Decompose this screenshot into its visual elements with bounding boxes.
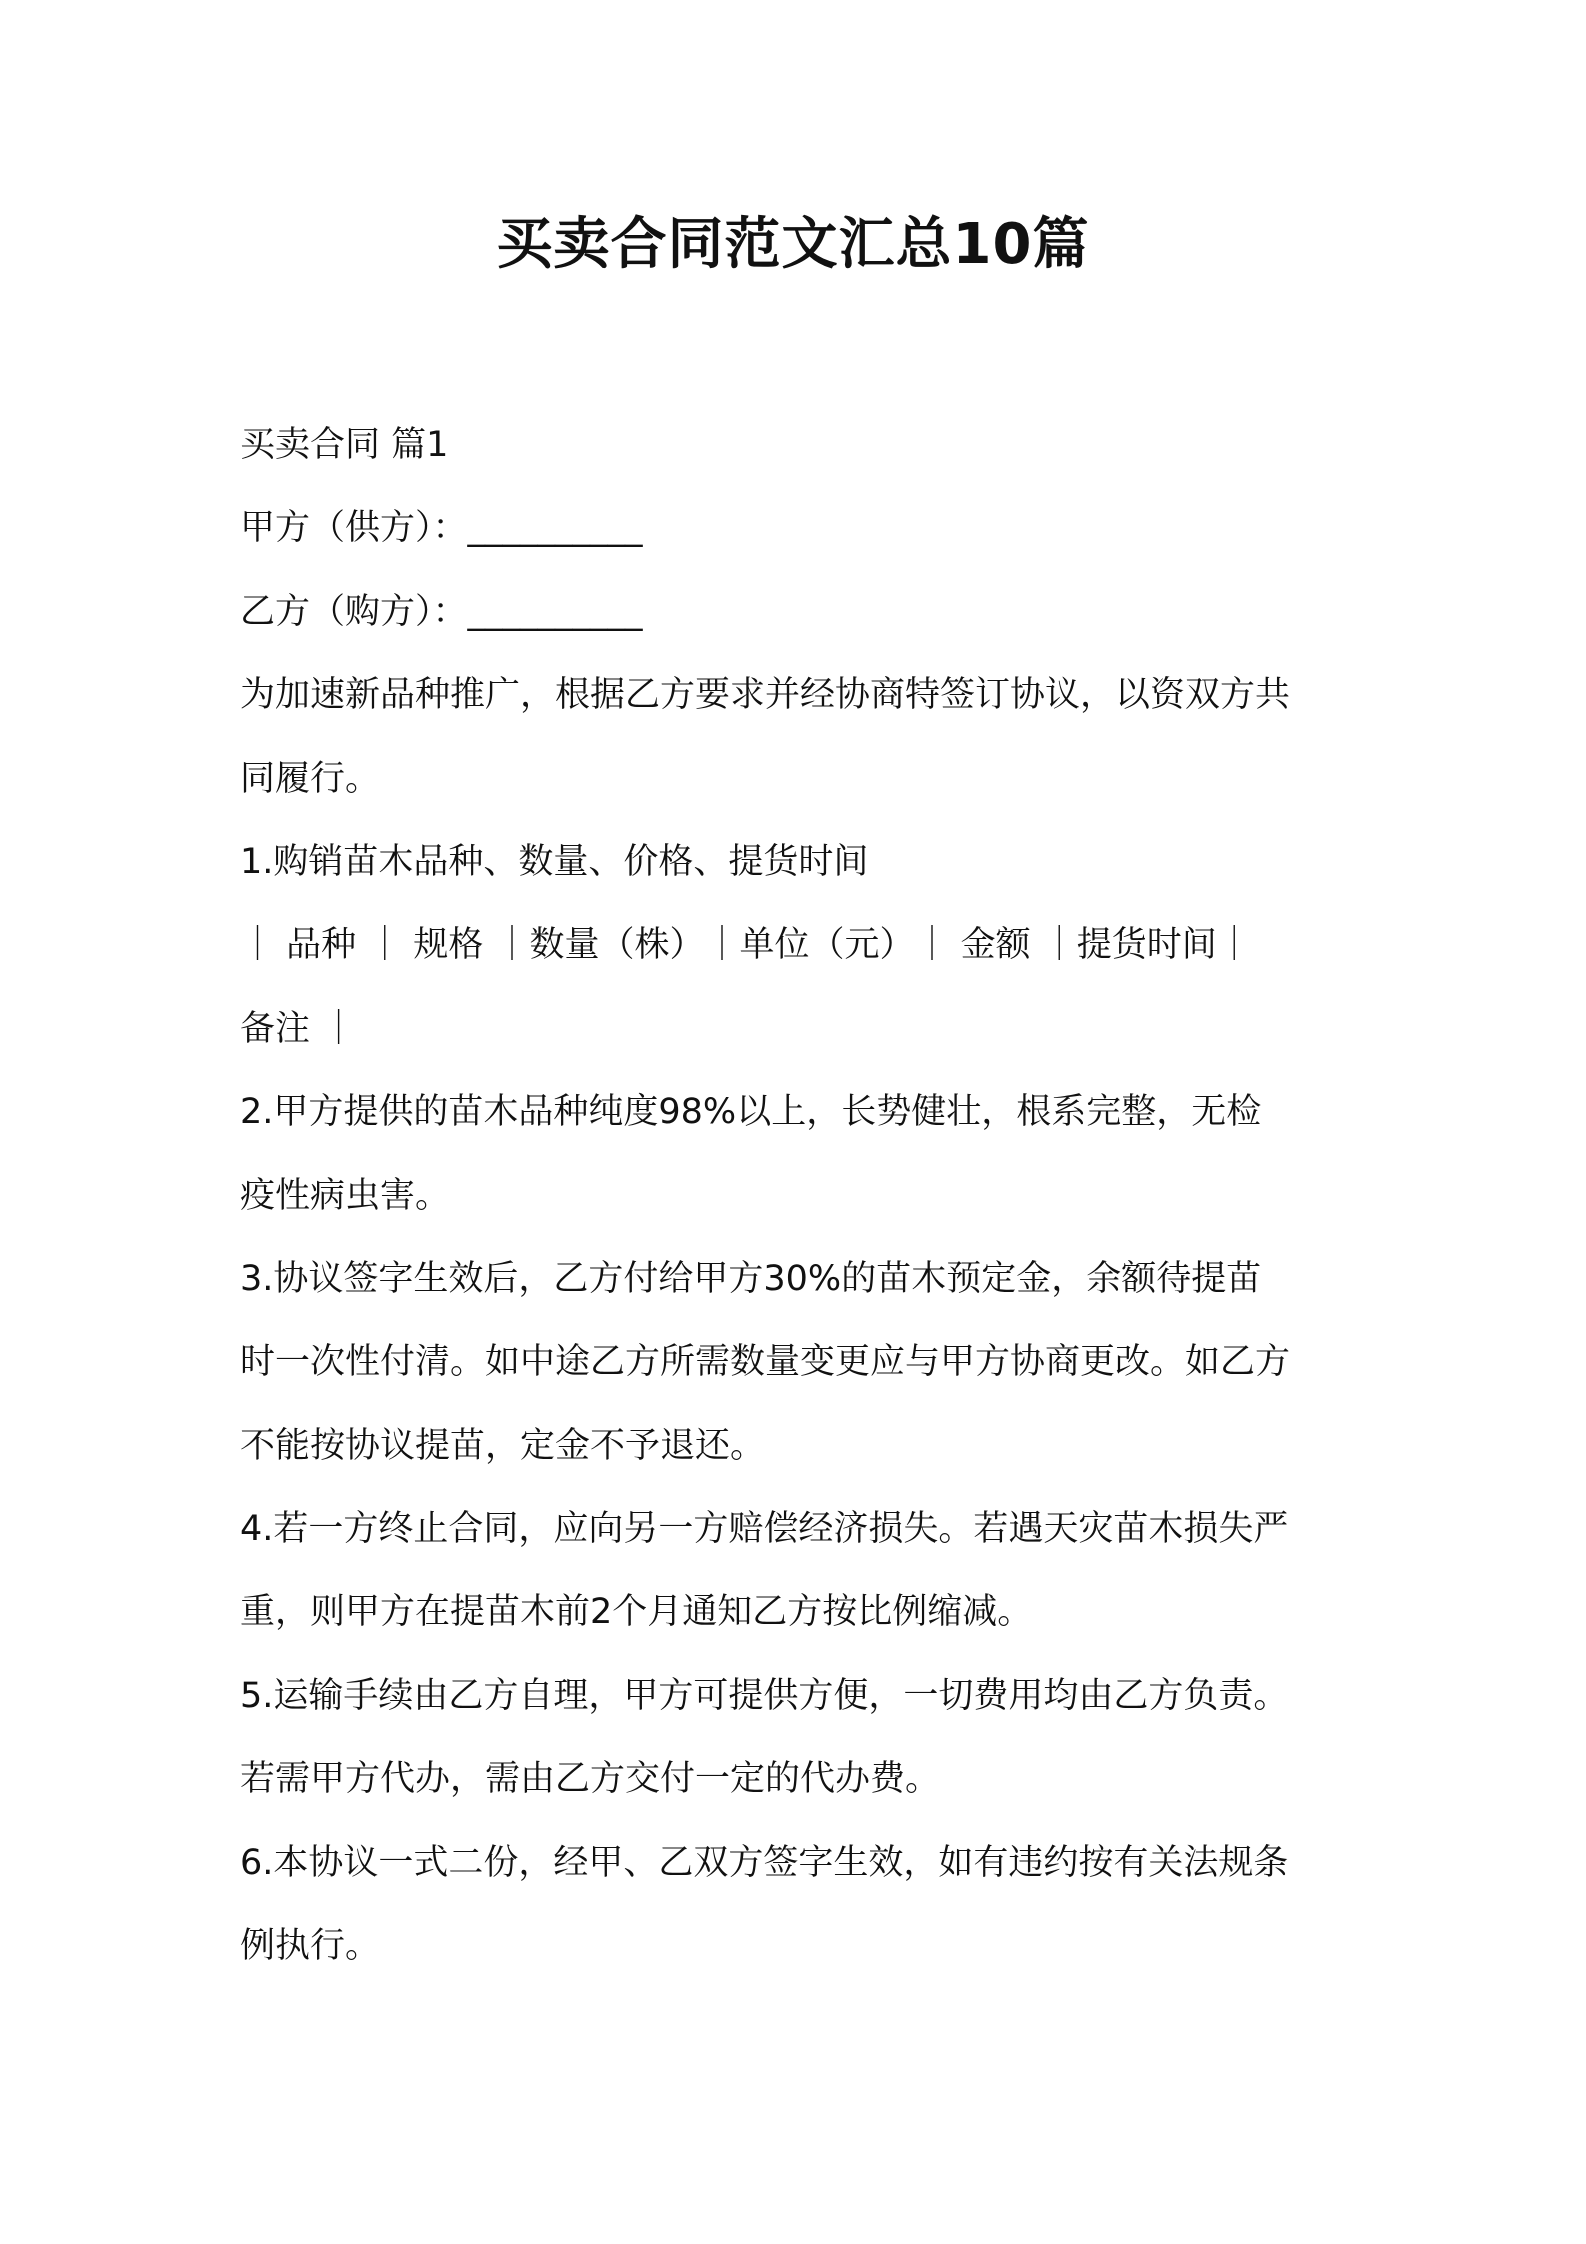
- clause-2-line: 疫性病虫害。: [240, 1175, 451, 1216]
- section-heading: 买卖合同 篇1: [240, 425, 449, 465]
- clause-3-line: 时一次性付清。如中途乙方所需数量变更应与甲方协商更改。如乙方: [240, 1342, 1291, 1383]
- party-a-line: 甲方（供方）：__________: [240, 508, 643, 549]
- clause-2-line: 2.甲方提供的苗木品种纯度98%以上，长势健壮，根系完整，无检: [240, 1092, 1262, 1133]
- document-title: 买卖合同范文汇总10篇: [496, 212, 1090, 277]
- clause-4-line: 4.若一方终止合同，应向另一方赔偿经济损失。若遇天灾苗木损失严: [240, 1509, 1289, 1550]
- clause-1-heading: 1.购销苗木品种、数量、价格、提货时间: [240, 841, 869, 882]
- document-body: [240, 404, 1360, 1988]
- paragraph-line: 为加速新品种推广，根据乙方要求并经协商特签订协议，以资双方共: [240, 675, 1291, 716]
- clause-6-line: 6.本协议一式二份，经甲、乙双方签字生效，如有违约按有关法规条: [240, 1842, 1289, 1883]
- table-header-row: ｜ 品种 ｜ 规格 ｜数量（株）｜单位（元）｜ 金额 ｜提货时间｜: [240, 925, 1252, 966]
- party-b-line: 乙方（购方）：__________: [240, 591, 643, 632]
- clause-3-line: 不能按协议提苗，定金不予退还。: [240, 1425, 766, 1466]
- clause-4-line: 重，则甲方在提苗木前2个月通知乙方按比例缩减。: [240, 1592, 1033, 1633]
- table-header-row-continued: 备注 ｜: [240, 1008, 357, 1049]
- clause-6-line: 例执行。: [240, 1926, 381, 1967]
- clause-5-line: 若需甲方代办，需由乙方交付一定的代办费。: [240, 1759, 941, 1800]
- clause-5-line: 5.运输手续由乙方自理，甲方可提供方便，一切费用均由乙方负责。: [240, 1675, 1289, 1716]
- clause-3-line: 3.协议签字生效后，乙方付给甲方30%的苗木预定金，余额待提苗: [240, 1258, 1262, 1299]
- paragraph-line: 同履行。: [240, 758, 381, 799]
